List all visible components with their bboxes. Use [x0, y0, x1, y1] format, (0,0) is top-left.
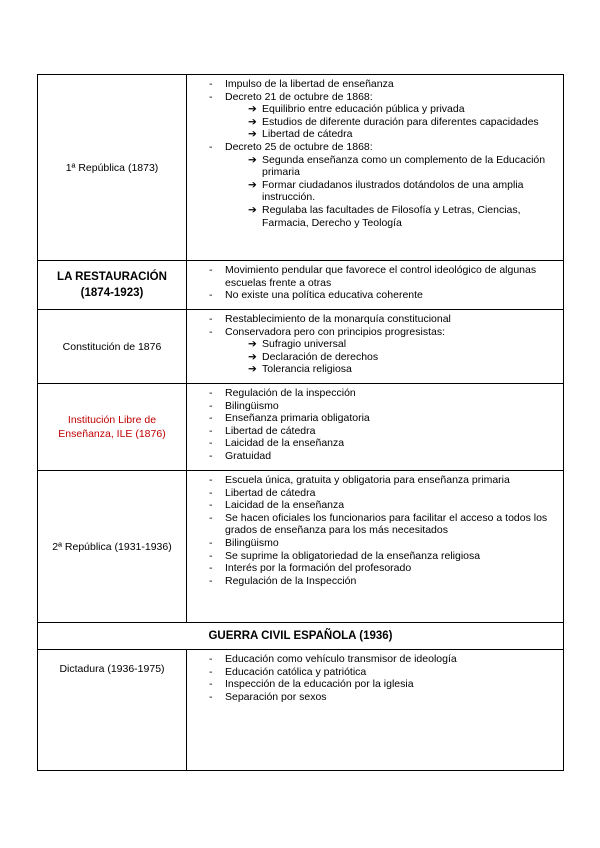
- list-item: - Movimiento pendular que favorece el control ideológico de algunas escuelas frente a otras: [209, 264, 537, 289]
- row-restauracion: [38, 261, 564, 310]
- row-ile: [38, 384, 564, 471]
- list-item: - Interés por la formación del profesorado: [209, 562, 412, 575]
- dash-marker: -: [209, 90, 213, 103]
- period-label-text: Constitución de 1876: [62, 340, 162, 353]
- period-content: [187, 650, 564, 771]
- list-item: - Restablecimiento de la monarquía constitucional: [209, 313, 451, 325]
- sub-item: ➔ Sufragio universal: [248, 338, 347, 351]
- bullet-list: [187, 474, 557, 587]
- row-primera-republica: [38, 75, 564, 261]
- dash-marker: -: [209, 536, 213, 549]
- bullet-list: [187, 264, 557, 302]
- sub-item: ➔ Equilibrio entre educación pública y privada: [248, 103, 465, 116]
- dash-marker: -: [209, 562, 213, 575]
- dash-marker: -: [209, 486, 213, 499]
- period-label: [38, 310, 187, 384]
- row-guerra-civil: [38, 623, 564, 650]
- list-item: - Se suprime la obligatoriedad de la enseñanza religiosa: [209, 549, 481, 562]
- period-content: [187, 471, 564, 623]
- list-item: - Laicidad de la enseñanza: [209, 499, 345, 512]
- sub-list: [225, 338, 557, 376]
- dash-marker: -: [209, 690, 213, 703]
- sub-item: ➔ Formar ciudadanos ilustrados dotándolos de una amplia instrucción.: [248, 178, 524, 204]
- list-item: - Impulso de la libertad de enseñanza: [209, 78, 394, 90]
- dash-marker: -: [209, 289, 213, 302]
- list-item: - Conservadora pero con principios progresistas: ➔ Sufragio universal ➔ Declaración de derechos ➔ Tolerancia religiosa: [187, 326, 557, 376]
- period-content: [187, 384, 564, 471]
- dash-marker: -: [209, 678, 213, 691]
- sub-item: ➔ Tolerancia religiosa: [248, 363, 352, 376]
- row-constitucion-1876: [38, 310, 564, 384]
- dash-marker: -: [209, 474, 213, 486]
- dash-marker: -: [209, 140, 213, 153]
- period-content: [187, 75, 564, 261]
- sub-list: [225, 154, 557, 230]
- period-label-line1: LA RESTAURACIÓN: [57, 271, 167, 283]
- sub-item: ➔ Estudios de diferente duración para diferentes capacidades: [248, 115, 539, 128]
- dash-marker: -: [209, 325, 213, 338]
- list-item: - No existe una política educativa coherente: [209, 289, 423, 302]
- sub-item: ➔ Declaración de derechos: [248, 350, 379, 363]
- period-label-text: Dictadura (1936-1975): [59, 663, 165, 675]
- list-item: - Separación por sexos: [209, 690, 327, 703]
- period-label: [38, 261, 187, 310]
- period-label: [38, 75, 187, 261]
- dash-marker: -: [209, 424, 213, 437]
- list-item: - Libertad de cátedra: [209, 486, 316, 499]
- period-label-line1: Institución Libre de: [67, 414, 157, 426]
- dash-marker: -: [209, 387, 213, 399]
- period-label-text: 1ª República (1873): [65, 161, 159, 174]
- arrow-icon: ➔: [248, 178, 257, 191]
- list-item: - Bilingüismo: [209, 399, 279, 412]
- list-item: - Se hacen oficiales los funcionarios para facilitar el acceso a todos los grados de enseñanza para los más necesitados: [209, 511, 548, 537]
- arrow-icon: ➔: [248, 338, 257, 351]
- sub-item: ➔ Regulaba las facultades de Filosofía y Letras, Ciencias, Farmacia, Derecho y Teología: [248, 203, 521, 229]
- sub-item: ➔ Segunda enseñanza como un complemento de la Educación primaria: [248, 153, 546, 179]
- dash-marker: -: [209, 437, 213, 450]
- list-item: - Decreto 25 de octubre de 1868: ➔ Segunda enseñanza como un complemento de la Educación primaria ➔ Formar ciudadanos ilustrados dotándolos de una amplia instrucción. ➔ Regulaba las facultades de Filosofía y Letras, Ciencias, Farmacia, Derecho y Teología: [187, 141, 557, 229]
- list-item: - Laicidad de la enseñanza: [209, 437, 345, 450]
- dash-marker: -: [209, 399, 213, 412]
- section-heading: GUERRA CIVIL ESPAÑOLA (1936): [38, 623, 564, 650]
- list-item: - Inspección de la educación por la iglesia: [209, 678, 414, 691]
- dash-marker: -: [209, 264, 213, 276]
- dash-marker: -: [209, 313, 213, 325]
- bullet-list: [187, 78, 557, 229]
- dash-marker: -: [209, 449, 213, 462]
- period-label-line2: Enseñanza, ILE (1876): [58, 428, 166, 440]
- row-dictadura: [38, 650, 564, 771]
- list-item: - Bilingüismo: [209, 536, 279, 549]
- period-label: [38, 384, 187, 471]
- dash-marker: -: [209, 665, 213, 678]
- dash-marker: -: [209, 574, 213, 587]
- list-item: - Regulación de la inspección: [209, 387, 356, 399]
- list-item: - Educación como vehículo transmisor de ideología: [209, 653, 457, 665]
- sub-list: [225, 103, 557, 141]
- period-content: [187, 310, 564, 384]
- list-item: - Decreto 21 de octubre de 1868: ➔ Equilibrio entre educación pública y privada ➔ Estudios de diferente duración para diferentes capacidades ➔ Libertad de cátedra: [187, 91, 557, 141]
- period-content: [187, 261, 564, 310]
- dash-marker: -: [209, 499, 213, 512]
- list-item: - Regulación de la Inspección: [209, 574, 357, 587]
- dash-marker: -: [209, 511, 213, 524]
- list-item: - Escuela única, gratuita y obligatoria para enseñanza primaria: [209, 474, 510, 486]
- list-item: - Libertad de cátedra: [209, 424, 316, 437]
- list-item: - Enseñanza primaria obligatoria: [209, 412, 370, 425]
- dash-marker: -: [209, 653, 213, 665]
- period-label: [38, 471, 187, 623]
- period-label-line2: (1874-1923): [80, 287, 144, 299]
- arrow-icon: ➔: [248, 363, 257, 376]
- history-table: [37, 74, 564, 771]
- arrow-icon: ➔: [248, 153, 257, 166]
- arrow-icon: ➔: [248, 103, 257, 116]
- period-label-text: 2ª República (1931-1936): [52, 540, 172, 553]
- list-item: - Gratuidad: [209, 449, 272, 462]
- dash-marker: -: [209, 549, 213, 562]
- arrow-icon: ➔: [248, 350, 257, 363]
- bullet-list: [187, 313, 557, 376]
- period-label: [38, 650, 187, 771]
- dash-marker: -: [209, 412, 213, 425]
- sub-item: ➔ Libertad de cátedra: [248, 128, 353, 141]
- row-segunda-republica: [38, 471, 564, 623]
- arrow-icon: ➔: [248, 128, 257, 141]
- dash-marker: -: [209, 78, 213, 90]
- list-item: - Educación católica y patriótica: [209, 665, 367, 678]
- bullet-list: [187, 653, 557, 703]
- arrow-icon: ➔: [248, 203, 257, 216]
- bullet-list: [187, 387, 557, 463]
- arrow-icon: ➔: [248, 115, 257, 128]
